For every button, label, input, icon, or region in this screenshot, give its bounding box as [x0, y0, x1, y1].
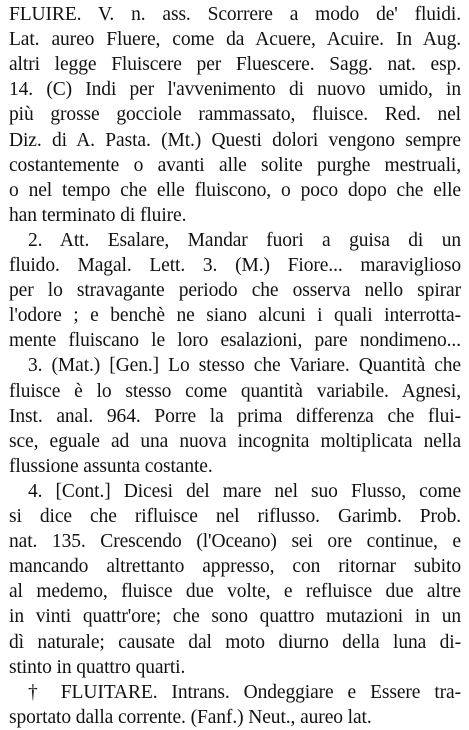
text-line: in vinti quattr'ore; che sono quattro mutazioni in un [9, 606, 461, 628]
text-line: Inst. anal. 964. Porre la prima differenza che flui- [9, 405, 461, 427]
text-line: si dice che rifluisce nel riflusso. Garimb. Prob. [9, 506, 461, 527]
text-line: 2. Att. Esalare, Mandar fuori a guisa di un [28, 229, 461, 251]
text-line: † FLUITARE. Intrans. Ondeggiare e Essere tra- [28, 681, 461, 703]
text-line: FLUIRE. V. n. ass. Scorrere a modo de' fluidi. [9, 4, 461, 25]
text-line: mancando altrettanto appresso, con ritornar subito [9, 556, 461, 578]
text-line: stinto in quattro quarti. [9, 656, 186, 678]
text-line: per lo stravagante periodo che osserva nello spirar [9, 280, 461, 302]
text-line: sportato dalla corrente. (Fanf.) Neut., aureo lat. [9, 706, 372, 728]
text-line: Diz. di A. Pasta. (Mt.) Questi dolori vengono sempre [9, 129, 461, 151]
text-line: nat. 135. Crescendo (l'Oceano) sei ore continue, e [9, 531, 461, 553]
text-line: più grosse gocciole rammassato, fluisce. Red. nel [9, 104, 461, 126]
text-line: han terminato di fluire. [9, 204, 187, 226]
text-line: dì naturale; causate dal moto diurno della luna di- [9, 631, 461, 653]
text-line: l'odore ; e benchè ne siano alcuni i quali interrotta- [9, 305, 461, 327]
text-line: 4. [Cont.] Dicesi del mare nel suo Flusso, come [28, 480, 461, 502]
text-line: mente fluiscano le loro esalazioni, pare nondimeno... [9, 330, 461, 352]
text-line: costantemente o avanti alle solite purghe mestruali, [9, 154, 461, 176]
text-line: o nel tempo che elle fluiscono, o poco dopo che elle [9, 179, 461, 201]
text-line: sce, eguale ad una nuova incognita moltiplicata nella [9, 430, 461, 452]
text-line: al medemo, fluisce due volte, e refluisce due altre [9, 581, 461, 603]
text-line: Lat. aureo Fluere, come da Acuere, Acuire. In Aug. [9, 29, 461, 51]
text-line: fluido. Magal. Lett. 3. (M.) Fiore... maraviglioso [9, 255, 461, 276]
text-line: flussione assunta costante. [9, 455, 213, 477]
text-line: fluisce è lo stesso come quantità variabile. Agnesi, [9, 380, 461, 402]
text-line: 14. (C) Indi per l'avvenimento di nuovo umido, in [9, 79, 461, 101]
text-line: 3. (Mat.) [Gen.] Lo stesso che Variare. Quantità che [28, 355, 461, 377]
text-line: altri legge Fluiscere per Fluescere. Sagg. nat. esp. [9, 54, 461, 76]
